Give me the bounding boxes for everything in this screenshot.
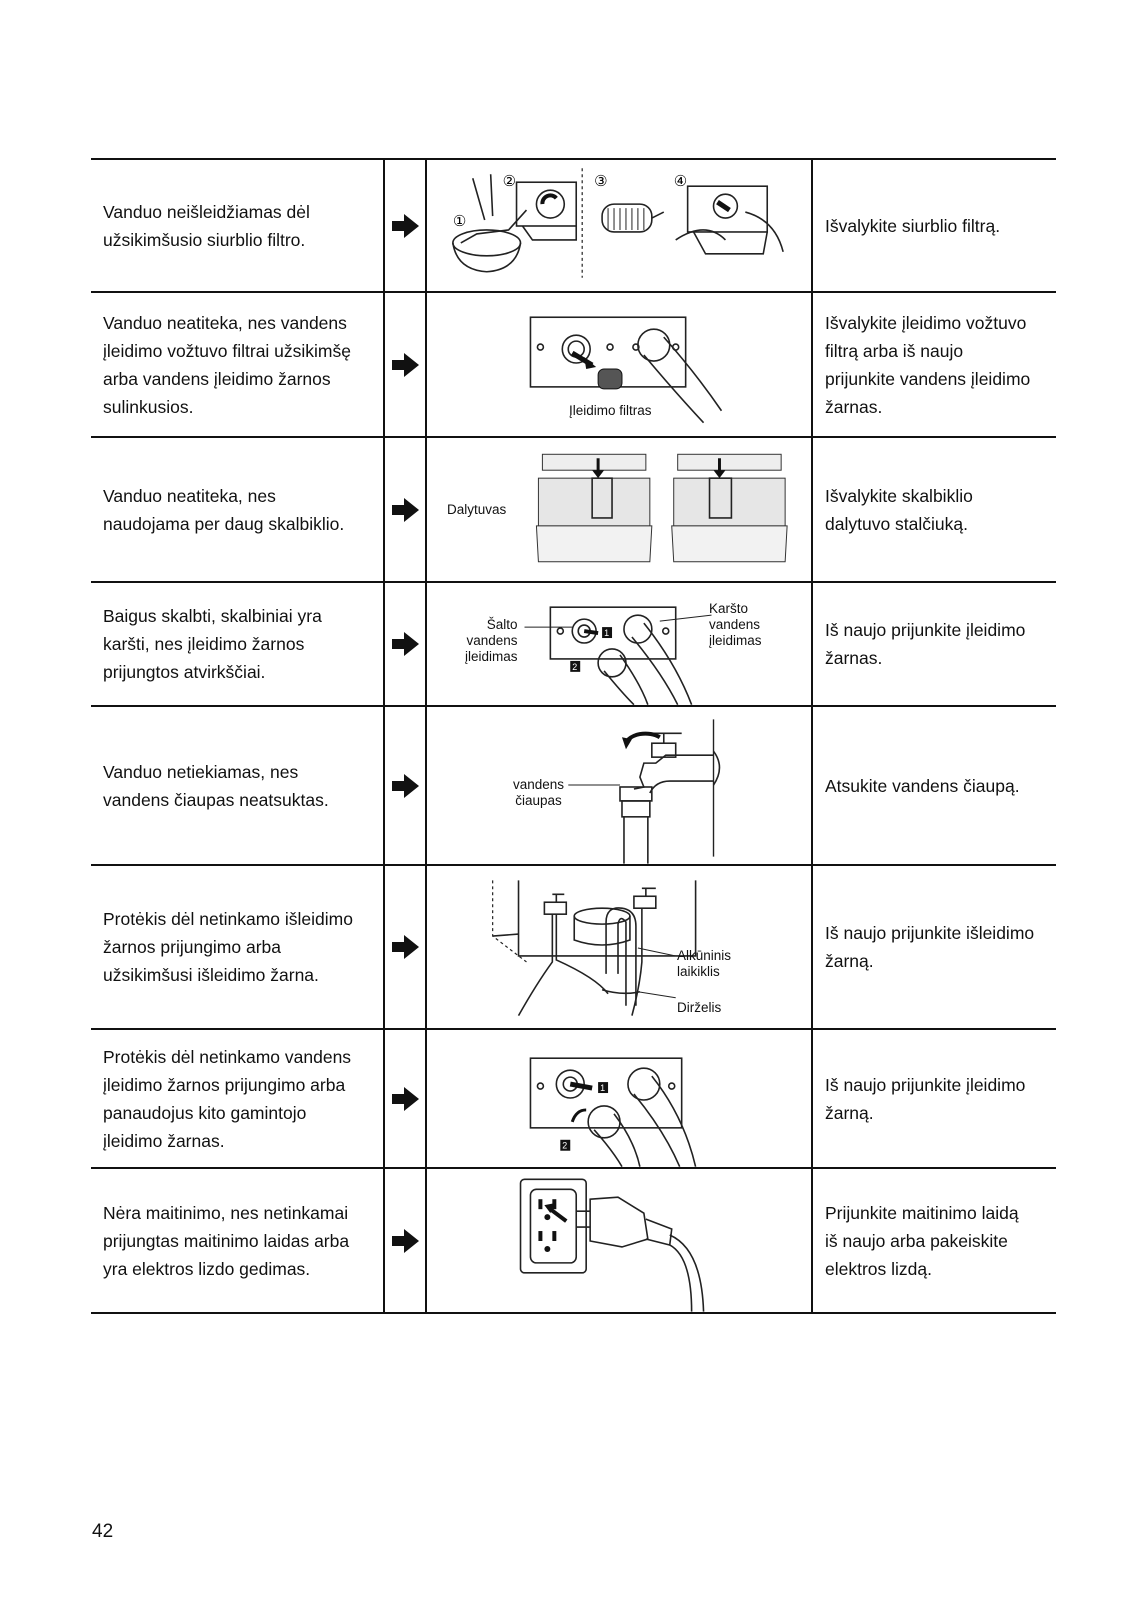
cause-text: Protėkis dėl netinkamo vandens įleidimo žarnos prijungimo arba panaudojus kito gamintojo įleidimo žarnas. <box>103 1046 352 1151</box>
table-row <box>91 1028 1056 1167</box>
power-plug-illustration <box>427 1169 811 1312</box>
arrow-cell <box>385 438 427 581</box>
figure-cell <box>427 707 813 864</box>
cause-text: Vanduo neišleidžiamas dėl užsikimšusio siurblio filtro. <box>103 201 310 250</box>
arrow-cell <box>385 707 427 864</box>
figure-cell <box>427 583 813 705</box>
action-cell <box>813 160 1056 291</box>
arrow-cell <box>385 160 427 291</box>
table-row <box>91 291 1056 436</box>
right-arrow-icon <box>390 213 420 239</box>
cause-text: Vanduo netiekiamas, nes vandens čiaupas neatsuktas. <box>103 761 329 810</box>
action-cell <box>813 866 1056 1028</box>
right-arrow-icon <box>390 352 420 378</box>
troubleshooting-table <box>91 158 1056 1314</box>
figure-cell <box>427 866 813 1028</box>
figure-cell <box>427 160 813 291</box>
water-tap-illustration <box>427 707 811 864</box>
cause-text: Vanduo neatiteka, nes vandens įleidimo vožtuvo filtrai užsikimšę arba vandens įleidimo žarnos sulinkusios. <box>103 312 351 417</box>
table-row <box>91 1167 1056 1314</box>
cause-text: Nėra maitinimo, nes netinkamai prijungtas maitinimo laidas arba yra elektros lizdo gedimas. <box>103 1202 350 1279</box>
cause-cell <box>91 160 385 291</box>
step-badge-2: 2 <box>562 1140 568 1151</box>
action-text: Išvalykite siurblio filtrą. <box>825 215 1001 236</box>
step-mark-3: ③ <box>594 173 608 191</box>
page-number: 42 <box>92 1521 114 1542</box>
action-text: Prijunkite maitinimo laidą iš naujo arba pakeiskite elektros lizdą. <box>825 1202 1019 1279</box>
right-arrow-icon <box>390 773 420 799</box>
strap-label: Dirželis <box>677 1000 722 1015</box>
cause-cell <box>91 293 385 436</box>
action-cell <box>813 1169 1056 1312</box>
action-cell <box>813 1030 1056 1167</box>
table-row <box>91 158 1056 291</box>
inlet-hose-connection-illustration <box>427 1030 811 1167</box>
step-mark-2: ② <box>502 173 516 191</box>
figure-cell <box>427 1030 813 1167</box>
action-cell <box>813 293 1056 436</box>
action-text: Iš naujo prijunkite išleidimo žarną. <box>825 923 1035 971</box>
arrow-cell <box>385 583 427 705</box>
action-cell <box>813 583 1056 705</box>
step-mark-1: ① <box>452 212 467 230</box>
cause-cell <box>91 1169 385 1312</box>
action-text: Iš naujo prijunkite įleidimo žarną. <box>825 1074 1026 1123</box>
inlet-filter-label: Įleidimo filtras <box>569 403 652 418</box>
arrow-cell <box>385 1169 427 1312</box>
table-row <box>91 864 1056 1028</box>
table-row <box>91 705 1056 864</box>
right-arrow-icon <box>390 1086 420 1112</box>
step-badge-2: 2 <box>572 661 578 672</box>
action-cell <box>813 707 1056 864</box>
action-text: Iš naujo prijunkite įleidimo žarnas. <box>825 620 1026 668</box>
figure-cell <box>427 293 813 436</box>
elbow-bracket-label: Alkūninis laikiklis <box>677 948 732 979</box>
dispenser-label: Dalytuvas <box>447 502 507 517</box>
drain-hose-illustration <box>427 866 811 1028</box>
arrow-cell <box>385 293 427 436</box>
action-cell <box>813 438 1056 581</box>
cold-inlet-label: Šalto vandens įleidimas <box>465 617 518 664</box>
cause-cell <box>91 707 385 864</box>
figure-cell <box>427 438 813 581</box>
right-arrow-icon <box>390 1228 420 1254</box>
arrow-cell <box>385 1030 427 1167</box>
right-arrow-icon <box>390 934 420 960</box>
step-mark-4: ④ <box>673 173 688 191</box>
cause-cell <box>91 866 385 1028</box>
table-row <box>91 581 1056 705</box>
arrow-cell <box>385 866 427 1028</box>
step-badge-1: 1 <box>600 1083 606 1094</box>
tap-label: vandens čiaupas <box>513 777 565 808</box>
figure-cell <box>427 1169 813 1312</box>
right-arrow-icon <box>390 497 420 523</box>
cause-cell <box>91 1030 385 1167</box>
pump-filter-cleaning-illustration <box>427 160 811 291</box>
action-text: Išvalykite skalbiklio dalytuvo stalčiuką. <box>825 485 973 534</box>
cause-text: Vanduo neatiteka, nes naudojama per daug skalbiklio. <box>103 485 345 534</box>
step-badge-1: 1 <box>604 628 610 639</box>
action-text: Atsukite vandens čiaupą. <box>825 775 1020 796</box>
cause-text: Baigus skalbti, skalbiniai yra karšti, nes įleidimo žarnos prijungtos atvirkščiai. <box>103 606 322 682</box>
right-arrow-icon <box>390 631 420 657</box>
hot-inlet-label: Karšto vandens įleidimas <box>709 601 762 648</box>
action-text: Išvalykite įleidimo vožtuvo filtrą arba iš naujo prijunkite vandens įleidimo žarnas. <box>825 312 1031 417</box>
cause-cell <box>91 438 385 581</box>
cause-text: Protėkis dėl netinkamo išleidimo žarnos prijungimo arba užsikimšusi išleidimo žarna. <box>103 909 353 985</box>
cause-cell <box>91 583 385 705</box>
table-row <box>91 436 1056 581</box>
